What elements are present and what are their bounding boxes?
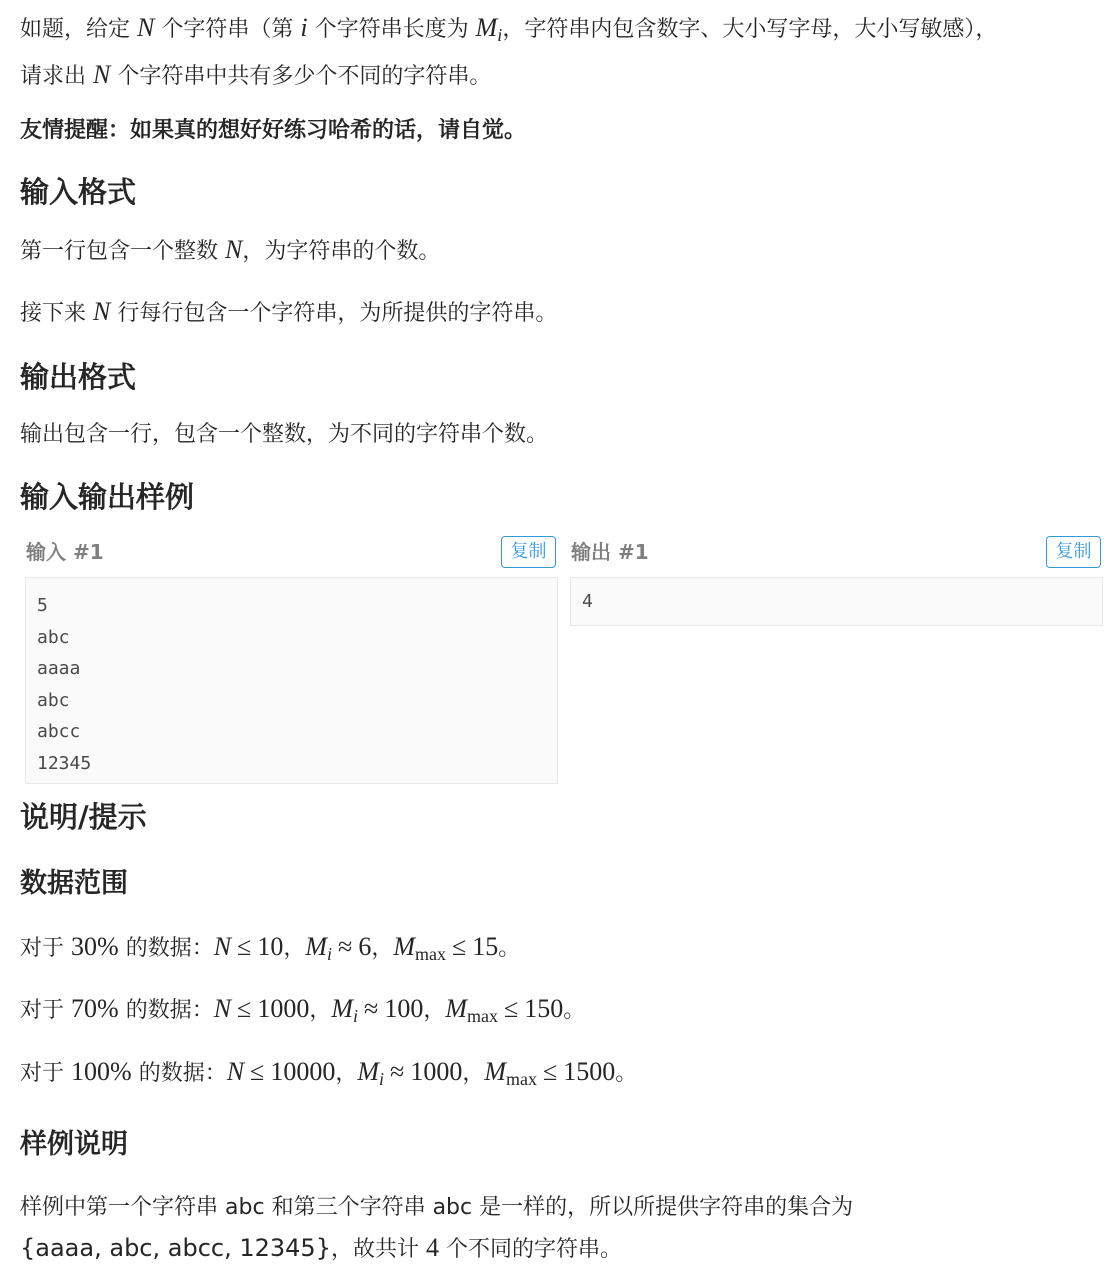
math-sub-i: i: [327, 944, 333, 964]
math-var-mmax: [445, 994, 498, 1026]
math-var-n: N: [213, 932, 232, 961]
math-var-m: M: [475, 13, 498, 42]
math-var-i: i: [300, 13, 308, 42]
text: 接下来: [20, 301, 87, 326]
math-leq: ≤: [237, 932, 252, 961]
math-var-m: M: [357, 1057, 380, 1086]
sample-explain-line-1: [20, 1188, 1106, 1228]
text: 样例中第一个字符串: [20, 1195, 219, 1220]
intro-line-1: [20, 8, 1106, 55]
text: ，: [423, 998, 446, 1023]
sample-input-box: [25, 577, 558, 784]
math-var-m: M: [393, 932, 415, 961]
math-var-n: N: [93, 60, 111, 89]
math-number: 10000: [270, 1057, 336, 1086]
math-var-n: N: [225, 235, 243, 264]
sample-input-line: abcc: [37, 721, 81, 742]
sample-string: abc: [432, 1195, 473, 1220]
math-var-mi: [475, 13, 503, 45]
text: 对于: [20, 1061, 65, 1086]
math-var-mi: [357, 1057, 385, 1089]
math-leq: ≤: [237, 994, 252, 1023]
text: 对于: [20, 936, 65, 961]
text: 的数据：: [138, 1061, 227, 1086]
math-number: 1500: [563, 1057, 616, 1086]
math-approx: ≈: [338, 932, 353, 961]
math-leq: ≤: [543, 1057, 558, 1086]
math-percent: 30%: [71, 932, 119, 961]
math-var-mmax: [393, 932, 446, 964]
math-var-n: N: [213, 994, 232, 1023]
text: 。: [615, 1061, 638, 1086]
math-var-n: N: [93, 297, 111, 326]
math-number: 6: [358, 932, 372, 961]
intro-text: 个字符串（第: [161, 17, 294, 42]
math-leq: ≤: [504, 994, 519, 1023]
math-var-m: M: [305, 932, 328, 961]
intro-line-2: [20, 55, 1106, 97]
math-var-n: N: [226, 1057, 245, 1086]
sample-output-label: 输出 #1: [571, 540, 649, 564]
text: ，为字符串的个数。: [242, 239, 441, 264]
intro-paragraph: [20, 8, 1106, 97]
text: 的数据：: [125, 936, 214, 961]
sample-explain-heading: 样例说明: [20, 1129, 128, 1160]
intro-text: 个字符串中共有多少个不同的字符串。: [117, 64, 492, 89]
math-var-m: M: [331, 994, 354, 1023]
intro-text: 个字符串长度为: [314, 17, 469, 42]
hint-heading: 说明/提示: [20, 800, 147, 834]
input-format-line-1: [20, 230, 440, 272]
math-number: 1000: [410, 1057, 463, 1086]
math-percent: 70%: [71, 994, 119, 1023]
sample-input-label: 输入 #1: [26, 540, 104, 564]
sample-input-line: aaaa: [37, 658, 81, 679]
input-format-line-2: [20, 292, 557, 334]
string-set: {aaaa, abc, abcc, 12345}: [20, 1234, 331, 1262]
text: 行每行包含一个字符串，为所提供的字符串。: [117, 301, 558, 326]
sample-input-line: abc: [37, 689, 70, 711]
math-approx: ≈: [364, 994, 379, 1023]
text: 个不同的字符串。: [445, 1237, 622, 1262]
text: 的数据：: [125, 998, 214, 1023]
text: ，: [283, 936, 306, 961]
math-var-m: M: [484, 1057, 506, 1086]
math-number: 4: [425, 1233, 439, 1262]
math-leq: ≤: [452, 932, 467, 961]
range-row-1: [20, 927, 520, 974]
math-number: 100: [384, 994, 424, 1023]
sample-input-line: abc: [37, 626, 70, 648]
range-row-3: [20, 1052, 637, 1099]
intro-text: 请求出: [20, 64, 87, 89]
input-format-heading: 输入格式: [20, 175, 137, 209]
math-number: 10: [257, 932, 284, 961]
math-var-mmax: [484, 1057, 537, 1089]
data-range-heading: 数据范围: [20, 868, 128, 899]
math-sub-i: i: [353, 1006, 359, 1026]
sample-input-line: 5: [37, 595, 48, 616]
output-format-line: 输出包含一行，包含一个整数，为不同的字符串个数。: [20, 422, 549, 447]
copy-output-button[interactable]: 复制: [1046, 536, 1101, 568]
sample-output-line: 4: [582, 591, 593, 612]
math-sub-i: i: [379, 1069, 385, 1089]
math-var-mi: [331, 994, 359, 1026]
text: 第一行包含一个整数: [20, 239, 219, 264]
math-leq: ≤: [250, 1057, 265, 1086]
math-number: 15: [472, 932, 499, 961]
text: ，故共计: [330, 1237, 419, 1262]
copy-input-button[interactable]: 复制: [501, 536, 556, 568]
sample-explain-line-2: [20, 1228, 1106, 1270]
math-sub-max: max: [415, 944, 446, 964]
math-number: 1000: [257, 994, 310, 1023]
sample-string: abc: [225, 1195, 265, 1220]
math-var-n: N: [137, 13, 155, 42]
intro-text: ，字符串内包含数字、大小写字母，大小写敏感），: [502, 17, 998, 42]
text: 和第三个字符串: [271, 1195, 426, 1220]
range-row-2: [20, 989, 585, 1036]
text: ，: [371, 936, 394, 961]
intro-text: 如题，给定: [20, 17, 131, 42]
math-var-m: M: [445, 994, 467, 1023]
math-sub-max: max: [506, 1069, 537, 1089]
math-approx: ≈: [390, 1057, 405, 1086]
text: ，: [335, 1061, 358, 1086]
math-sub-max: max: [467, 1006, 498, 1026]
sample-explain-paragraph: [20, 1188, 1106, 1270]
tip-text: 友情提醒：如果真的想好好练习哈希的话，请自觉。: [20, 118, 527, 143]
text: 。: [563, 998, 586, 1023]
output-format-heading: 输出格式: [20, 360, 137, 394]
text: 对于: [20, 998, 65, 1023]
text: ，: [462, 1061, 485, 1086]
text: 是一样的，所以所提供字符串的集合为: [479, 1195, 854, 1220]
sample-input-line: 12345: [37, 752, 92, 774]
math-var-mi: [305, 932, 333, 964]
text: ，: [309, 998, 332, 1023]
math-sub-i: i: [497, 25, 503, 45]
math-number: 150: [524, 994, 564, 1023]
sample-output-box: [570, 577, 1103, 626]
samples-heading: 输入输出样例: [20, 480, 195, 514]
math-percent: 100%: [71, 1057, 132, 1086]
text: 。: [498, 936, 521, 961]
